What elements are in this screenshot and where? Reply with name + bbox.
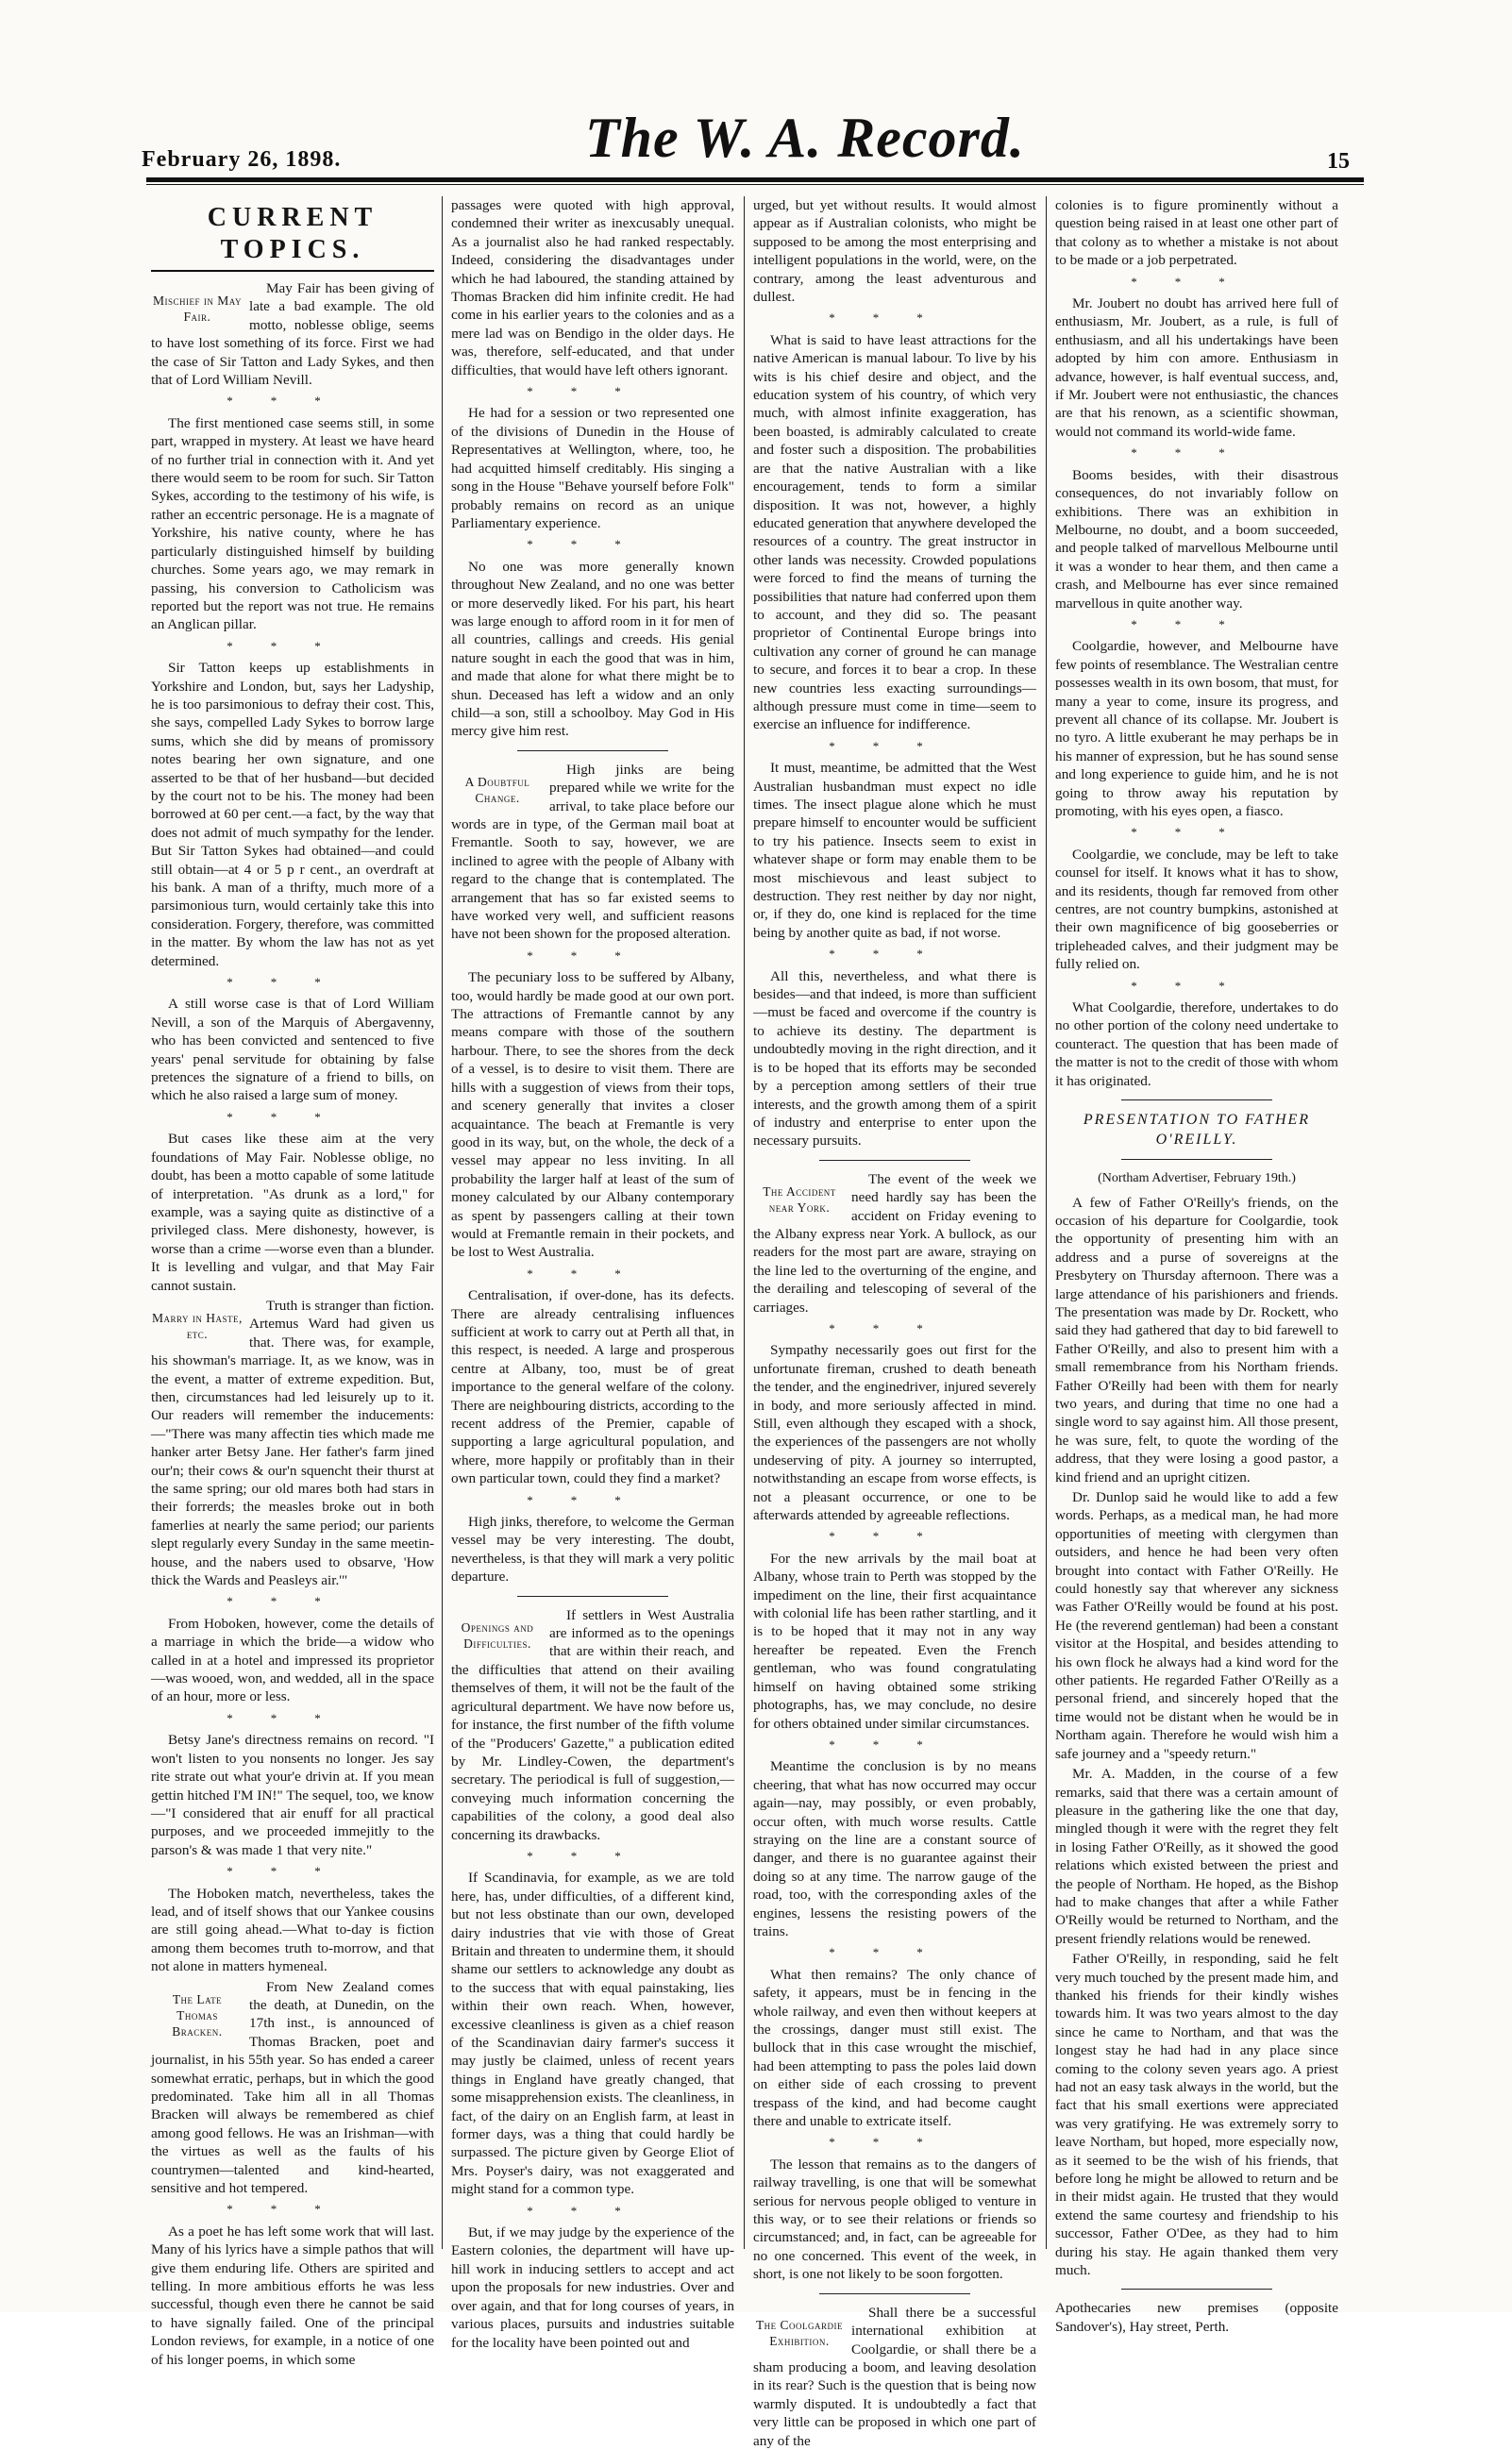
paragraph: Sympathy necessarily goes out first for the unfortunate fireman, crushed to death beneath the tender, and the enginedriver, injured severely in body, and more seriously affected in mind. Still, even although they escaped with a shock, the experiences of the passengers are not wholly undeserving of pity. A journey so interrupted, notwithstanding an escape from worse effects, is not a pleasant occurrence, or one to be afterwards attended by agreeable reflections. [753, 1342, 1036, 1524]
paragraph: Centralisation, if over-done, has its defects. There are already centralising influences sufficient at work to carry out at Perth all that, in this respect, is needed. A large and prosperous centre at Albany, too, must be of great importance to the general welfare of the colony. There are neighbouring districts, according to the recent address of the Premier, capable of supporting a large agricultural population, and where, more happily or profitably than in their own particular town, could they find a market? [451, 1287, 734, 1487]
paragraph: Coolgardie, however, and Melbourne have few points of resemblance. The Westralian centre possesses wealth in its own bosom, that must, for many a year to come, insure its progress, and prevent all chance of its collapse. Mr. Joubert is no tyro. A little exuberant he may perhaps be in his manner of expression, but he has sound sense and long experience to guide him, and he is not going to throw away his reputation by promoting, with his eyes open, a fiasco. [1055, 638, 1338, 819]
paragraph: The Hoboken match, nevertheless, takes the lead, and of itself shows that our Yankee cousins are still going ahead.—What to-day is fiction among them becomes truth to-morrow, and that not alone in matters hymeneal. [151, 1885, 434, 1975]
separator: *** [527, 537, 659, 552]
paragraph: He had for a session or two represented one of the divisions of Dunedin in the House of Representatives at Wellington, where, too, he had acquitted himself creditably. His singing a song in the House "Behave yourself before Folk" probably remains on record as an unique Parliamentary experience. [451, 405, 734, 531]
newspaper-title: The W. A. Record. [585, 107, 1025, 169]
paragraph: Mr. A. Madden, in the course of a few remarks, said that there was a certain amount of pleasure in the gathering like the one that day, mingled though it were with the regret they felt in losing Father O'Reilly, as it showed the good relations which existed between the priest and the people of Northam. He hoped, as the Bishop had to make changes that after a while Father O'Reilly would be returned to Northam, and the present friendly relations would be renewed. [1055, 1766, 1338, 1947]
paragraph: May Fair has been giving of late a bad example. The old motto, noblesse oblige, seems to have lost something of its force. First we had the case of Sir Tatton and Lady Sykes, and then that of Lord William Nevill. [151, 280, 434, 389]
column-divider [442, 196, 443, 2249]
separator: *** [527, 2203, 659, 2218]
section-heading: CURRENT TOPICS. [207, 203, 378, 264]
side-heading: Mischief in May Fair. [153, 294, 242, 324]
section-rule [1121, 2289, 1272, 2290]
separator: *** [829, 1737, 961, 1752]
paragraph: What then remains? The only chance of safety, it appears, must be in fencing in the whole railway, and even then without keepers at the crossings, danger must still exist. The bullock that in this case wrought the mischief, had been attempting to pass the poles laid down on either side of each crossing to prevent trespass of the kind, and had become caught there and unable to extricate itself. [753, 1966, 1036, 2130]
paragraph: Coolgardie, we conclude, may be left to take counsel for itself. It knows what it has to show, and its residents, though far removed from other centres, are not country bumpkins, astonished at their own magnificence of big gooseberries or tripleheaded calves, and their judgment may be fully relied on. [1055, 846, 1338, 973]
paragraph: passages were quoted with high approval, condemned their writer as inexcusably unequal. As a journalist also he had ranked respectably. Indeed, considering the disadvantages under which he had laboured, the standing attained by Thomas Bracken did him infinite credit. He had come in his earlier years to the colonies and as a mere lad was on Bendigo in the older days. He was, therefore, self-educated, and that under difficulties, that would have left others ignorant. [451, 197, 734, 378]
separator: *** [527, 1266, 659, 1281]
paragraph: For the new arrivals by the mail boat at Albany, whose train to Perth was stopped by the impediment on the line, their first acquaintance with colonial life has been rather startling, and it is to be hoped that it may not in any way hereafter be repeated. Even the French gentleman, who was found congratulating himself on having obtained some striking photographs, has, we may conclude, no desire for others obtained under similar circumstances. [753, 1550, 1036, 1732]
separator: *** [1131, 978, 1263, 993]
paragraph: The pecuniary loss to be suffered by Albany, too, would hardly be made good at our own port. The attractions of Fremantle cannot by any means compare with those of the southern harbour. There, to see the shores from the deck of a vessel, is to desire to visit them. There are hills with a suggestion of views from their tops, and scenery generally that invites a closer acquaintance. The beach at Fremantle is very good in its way, but, on the whole, the deck of a vessel may appear no less inviting. In all probability the larger half at least of the sum of money calculated by our Albany contemporary as spent by passengers calling at their town would at Fremantle remain in their pockets, and be lost to West Australia. [451, 969, 734, 1261]
separator: *** [1131, 825, 1263, 840]
separator: *** [829, 1945, 961, 1960]
masthead-rule-thin [146, 184, 1364, 185]
paragraph: A still worse case is that of Lord William Nevill, a son of the Marquis of Abergavenny, who has been convicted and sentenced to five years' penal servitude for obtaining by false pretences the signature of a friend to bills, on which he also raised a large sum of money. [151, 996, 434, 1104]
column-4 [1055, 196, 1338, 2335]
paragraph: What Coolgardie, therefore, undertakes to do no other portion of the colony need undertake to counteract. The question that has been made of the matter is not to the credit of those with whom it has originated. [1055, 999, 1338, 1089]
page-number: 15 [1327, 149, 1350, 174]
side-heading: A Doubtful Change. [464, 774, 530, 805]
paragraph: Meantime the conclusion is by no means cheering, that what has now occurred may occur again—nay, may possibly, or even probably, occur often, with much worse results. Cattle straying on the line are a constant source of danger, and there is no guarantee against their doing so at any time. The narrow gauge of the road, too, with the corresponding axles of the engines, lessens the resisting powers of the trains. [753, 1758, 1036, 1939]
article-heading: PRESENTATION TO FATHER O'REILLY. [1083, 1112, 1311, 1149]
paragraph: But cases like these aim at the very foundations of May Fair. Noblesse oblige, no doubt, has been a motto capable of some latitude of interpretation. "As drunk as a lord," for example, was a saying quite as distinctive of a privileged class. Mere dishonesty, however, is worse than a crime —worse even than a blunder. It is levelling and vulgar, and that May Fair cannot sustain. [151, 1131, 434, 1294]
column-1 [151, 196, 434, 2368]
separator: *** [829, 1529, 961, 1544]
section-rule [517, 1596, 668, 1597]
section-rule [819, 2293, 970, 2294]
separator: *** [227, 638, 359, 653]
paragraph: From New Zealand comes the death, at Dunedin, on the 17th inst., is announced of Thomas Bracken, poet and journalist, in his 55th year. So has ended a career somewhat erratic, perhaps, but in which the good predominated. Take him all in all Thomas Bracken will always be remembered as chief among good fellows. He was an Irishman—with the virtues as well as the faults of his countrymen—talented and kind-hearted, sensitive and hot tempered. [151, 1978, 434, 2197]
side-heading: Openings and Difficulties. [461, 1619, 534, 1651]
paragraph: Truth is stranger than fiction. Artemus Ward had given us that. There was, for example, his showman's marriage. It, as we know, was in the event, a matter of extreme expedition. But, then, circumstances had led leisurely up to it. Our readers will remember the inducements:—"There was many affectin ties which made me hanker arter Betsy Jane. Her father's farm jined our'n; their cows & our'n squencht their thurst at the same spring; our old mares both had stars in their forrerds; the measles broke out in both famerlies at nearly the same period; our parients slept regularly every Sunday in the same meetin-house, and the nabers used to obsarve, 'How thick the Wards and Peasleys air.'" [151, 1297, 434, 1589]
paragraph: High jinks, therefore, to welcome the German vessel may be very interesting. The doubt, nevertheless, is that they will mark a very politic departure. [451, 1514, 734, 1586]
column-divider [1046, 196, 1047, 2249]
paragraph: But, if we may judge by the experience of the Eastern colonies, the department will have up-hill work in inducing settlers to accept and act upon the proposals for new industries. Over and over again, and that for long courses of years, in various places, pursuits and industries suitable for the locality have been pointed out and [451, 2224, 734, 2351]
paragraph: Betsy Jane's directness remains on record. "I won't listen to you nonsents no longer. Jes say rite strate out what your'e drivin at. If you mean gettin hitched I'M IN!" The sequel, too, we know—"I considered that air enuff for all practical purposes, and we proceeded immejitly to the parson's & was made 1 that very nite." [151, 1732, 434, 1858]
section-rule [517, 750, 668, 751]
column-3 [753, 196, 1036, 2449]
paragraph: urged, but yet without results. It would almost appear as if Australian colonists, who might be supposed to be among the most enterprising and intelligent populations in the world, were, on the contrary, among the least adventurous and dullest. [753, 197, 1036, 306]
separator: *** [227, 1109, 359, 1124]
paragraph: No one was more generally known throughout New Zealand, and no one was better or more deservedly liked. For his part, his heart was large enough to afford room in it for men of all countries, callings and creeds. His genial nature sought in each the good that was in him, and made that alone for what there might be to shun. Deceased has left a widow and an only child—a son, still a schoolboy. May God in His mercy give him rest. [451, 558, 734, 740]
paragraph: Mr. Joubert no doubt has arrived here full of enthusiasm, Mr. Joubert, as a rule, is full of enthusiasm, and all his undertakings have been adopted by him con amore. Enthusiasm in advance, however, is half eventual success, and, if Mr. Joubert were not enthusiastic, the chances are that his renown, as a scientific showman, would not command its world-wide fame. [1055, 295, 1338, 440]
paragraph: As a poet he has left some work that will last. Many of his lyrics have a simple pathos that will give them enduring life. Others are spirited and telling. In more ambitious efforts he was less successful, though even there he cannot be said to have signally failed. One of the principal London reviews, for example, in a notice of one of his longer poems, in which some [151, 2223, 434, 2368]
separator: *** [1131, 274, 1263, 289]
paragraph: Booms besides, with their disastrous consequences, do not invariably follow on exhibitions. There was an exhibition in Melbourne, no doubt, and a boom succeeded, and people talked of marvellous Melbourne until it was a wonder to hear them, and then came a crash, and Melbourne has ever since remained marvellous in quite another way. [1055, 466, 1338, 612]
masthead [142, 106, 1369, 172]
separator: *** [227, 1594, 359, 1609]
heading-rule [1121, 1159, 1272, 1160]
section-rule [1121, 1099, 1272, 1100]
heading-rule [151, 270, 434, 272]
side-heading: The Late Thomas Bracken. [172, 1991, 223, 2039]
paragraph: All this, nevertheless, and what there is besides—and that indeed, is more than sufficient—must be faced and overcome if the country is to achieve its destiny. The department is undoubtedly moving in the right direction, and it is to be hoped that its efforts may be seconded by a perception among settlers of their true interests, and the growth among them of a spirit of industry and enterprise to enter upon the necessary pursuits. [753, 967, 1036, 1149]
separator: *** [1131, 616, 1263, 631]
paragraph: Shall there be a successful international exhibition at Coolgardie, or shall there be a sham producing a boom, and leaving desolation in its rear? Such is the question that is being now warmly disputed. It is undoubtedly a fact that very little can be proposed in which one part of any of the [753, 2304, 1036, 2449]
paragraph: Father O'Reilly, in responding, said he felt very much touched by the present made him, and thanked his friends for their kindly wishes towards him. It was two years almost to the day since he came to Northam, and that was the longest stay he had had in any place since coming to the colony seven years ago. A priest had not an easy task always in the world, but the fact that his small exertions were appreciated was very gratifying. He was extremely sorry to leave Northam, but hoped, more especially now, as it seemed to be the wish of his friends, that before long he might be allowed to return and be in their midst again. He trusted that they would extend the same courtesy and friendship to his successor, Father O'Dee, as they had to him during his stay. He again thanked them very much. [1055, 1951, 1338, 2279]
paragraph: Dr. Dunlop said he would like to add a few words. Perhaps, as a medical man, he had more opportunities of meeting with clergymen than outsiders, and hence he had been very often brought into contact with Father O'Reilly. He could honestly say that wherever any sickness was Father O'Reilly would be found at his post. He (the reverend gentleman) had been a constant visitor at the Hospital, and besides attending to his own flock he always had a kind word for the other patients. He regarded Father O'Reilly as a personal friend, and sincerely hoped that the time would not be distant when he would be in Northam again. Therefore he would wish him a safe journey and a "speedy return." [1055, 1489, 1338, 1762]
advertisement: Apothecaries new premises (opposite Sandover's), Hay street, Perth. [1055, 2300, 1338, 2335]
masthead-rule [146, 177, 1364, 182]
source-credit: (Northam Advertiser, February 19th.) [1098, 1171, 1296, 1186]
separator: *** [829, 1320, 961, 1335]
separator: *** [527, 948, 659, 963]
paragraph: High jinks are being prepared while we write for the arrival, to take place before our words are in type, of the German mail boat at Fremantle. Sooth to say, however, we are inclined to agree with the people of Albany with regard to the change that is contemplated. The arrangement that has so far existed seems to have worked very well, and sufficient reasons have not been shown for the proposed alteration. [451, 761, 734, 943]
side-heading: Marry in Haste, etc. [152, 1310, 243, 1341]
separator: *** [527, 1848, 659, 1863]
side-heading: The Accident near York. [763, 1183, 836, 1215]
paragraph: The first mentioned case seems still, in some part, wrapped in mystery. At least we have heard of no further trial in connection with it. And yet there would seem to be room for such. Sir Tatton Sykes, according to the testimony of his wife, is rather an eccentric personage. He is a magnate of Yorkshire, his native county, where he has particularly distinguished himself by building churches. Some years ago, we may remark in passing, his conversion to Catholicism was reported but the report was not true. He remains an Anglican pillar. [151, 414, 434, 633]
issue-date: February 26, 1898. [142, 147, 342, 172]
paragraph: What is said to have least attractions for the native American is manual labour. To live by his wits is his chief desire and object, and the education system of his country, of which very much, with almost infinite exaggeration, has been boasted, is admirably calculated to create and foster such a disposition. The probabilities are that the native Australian with a like encouragement, tends to form a similar disposition. It was not, however, a highly educated generation that anywhere developed the resources of a country. The great instructor in other lands was necessity. Crowded populations were forced to find the means of turning the possibilities that nature had conferred upon them to account, and they did so. The peasant proprietor of Continental Europe brings into cultivation any corner of ground he can manage to secure, and forces it to bear a crop. In these new countries less exacting surroundings—although pressure must come in time—seem to exercise an influence for indifference. [753, 331, 1036, 733]
paragraph: From Hoboken, however, come the details of a marriage in which the bride—a widow who called in at a hotel and impressed its proprietor—was wooed, won, and wedded, all in the space of an hour, more or less. [151, 1615, 434, 1705]
separator: *** [829, 2135, 961, 2150]
separator: *** [227, 975, 359, 990]
separator: *** [527, 1492, 659, 1507]
separator: *** [227, 2202, 359, 2217]
separator: *** [227, 394, 359, 409]
paragraph: A few of Father O'Reilly's friends, on the occasion of his departure for Coolgardie, took the opportunity of presenting him with an address and a purse of sovereigns at the Presbytery on Thursday afternoon. There was a large attendance of his parishioners and friends. The presentation was made by Dr. Rockett, who said they had gathered that day to bid farewell to Father O'Reilly, and also to present him with a small remembrance from his Northam friends. Father O'Reilly had been with them for nearly two years, and during that time no one had a single word to say against him. All those present, he was sure, felt, to quote the wording of the address, that they were losing a good pastor, a kind friend and an upright citizen. [1055, 1194, 1338, 1485]
separator: *** [1131, 445, 1263, 461]
paragraph: If Scandinavia, for example, as we are told here, has, under difficulties, of a different kind, but not less obstinate than our own, developed dairy industries that vie with those of Great Britain and threaten to undermine them, it should shame our settlers to acknowledge any doubt as to the success that with equal painstaking, lies within their own reach. When, however, excessive cleanliness is given as a chief reason of the Scandinavian dairy farmer's success it may justly be claimed, unless of recent years things in England have greatly changed, that some misapprehension exists. The cleanliness, in fact, of the dairy on an English farm, at least in former days, was a thing that could hardly be surpassed. The picture given by George Eliot of Mrs. Poyser's dairy, was not exaggerated and might stand for a common type. [451, 1870, 734, 2198]
separator: *** [829, 310, 961, 326]
separator: *** [227, 1710, 359, 1725]
separator: *** [227, 1864, 359, 1879]
separator: *** [829, 947, 961, 962]
side-heading: The Coolgardie Exhibition. [755, 2317, 844, 2348]
paragraph: It must, meantime, be admitted that the West Australian husbandman must expect no idle times. The insect plague alone which he must prepare himself to encounter would be sufficient to try his patience. Insects seem to exist in whatever shape or form may enable them to be most mischievous and least subject to destruction. They rest neither by day nor night, or, if they do, one kind is replaced for the time being by another quite as bad, if not worse. [753, 760, 1036, 941]
section-rule [819, 1160, 970, 1161]
paragraph: The event of the week we need hardly say has been the accident on Friday evening to the Albany express near York. A bullock, as our readers for the most part are aware, straying on the line led to the overturning of the engine, and the derailing and telescoping of several of the carriages. [753, 1170, 1036, 1316]
separator: *** [829, 738, 961, 753]
column-2 [451, 196, 734, 2351]
column-divider [744, 196, 745, 2249]
paragraph: colonies is to figure prominently without a question being raised in at least one other part of that colony as to whether a mistake is not about to be made or a job perpetrated. [1055, 197, 1338, 269]
paragraph: The lesson that remains as to the dangers of railway travelling, is one that will be somewhat serious for nervous people obliged to venture in this way, or to see their relations or friends so circumstanced; and, in fact, can be agreeable for no one concerned. This event of the week, in short, is one not likely to be soon forgotten. [753, 2156, 1036, 2283]
paragraph: Sir Tatton keeps up establishments in Yorkshire and London, but, says her Ladyship, he is too parsimonious to defray their cost. This, she says, compelled Lady Sykes to borrow large sums, which she did by means of promissory notes bearing her own signature, and one asserted to be that of her husband—but decided by the court not to be his. The money had been borrowed at 60 per cent.—a fact, by the way that does not admit of much sympathy for the lender. But Sir Tatton Sykes had obtained—and could still obtain—at 4 or 5 p r cent., an overdraft at his bank. A man of a thrifty, much more of a parsimonious turn, would certainly take this into consideration. Forgery, therefore, was committed in the matter. By whom the law has not as yet determined. [151, 660, 434, 969]
separator: *** [527, 384, 659, 399]
paragraph: If settlers in West Australia are informed as to the openings that are within their reach, and the difficulties that attend on their availing themselves of them, it will not be the fault of the agricultural department. We have now before us, for instance, the first number of the fifth volume of the "Producers' Gazette," a publication edited by Mr. Lindley-Cowen, the department's secretary. The periodical is full of suggestion,—conveying much information concerning the capabilities of the colony, a good deal also concerning its drawbacks. [451, 1606, 734, 1843]
